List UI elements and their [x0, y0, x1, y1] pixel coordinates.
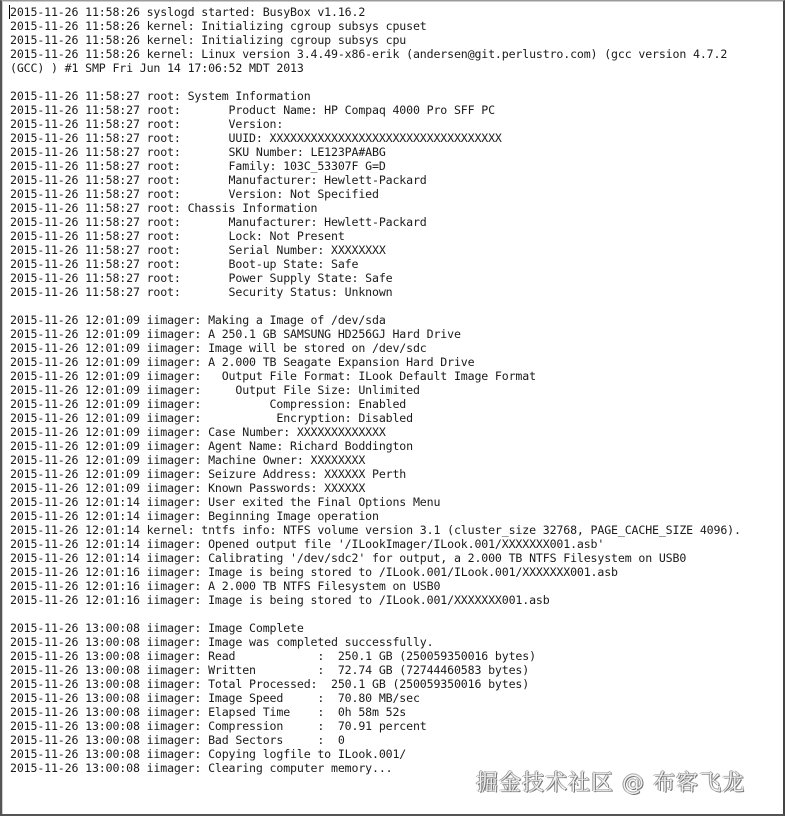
log-line: 2015-11-26 13:00:08 iimager: Compression : 70.91 percent: [10, 719, 427, 733]
log-line: 2015-11-26 12:01:14 iimager: User exited the Final Options Menu: [10, 495, 441, 509]
watermark: 掘金技术社区 @ 布客飞龙: [476, 771, 745, 796]
log-line: 2015-11-26 13:00:08 iimager: Clearing computer memory...: [10, 761, 393, 775]
log-line: 2015-11-26 11:58:27 root: Manufacturer: Hewlett-Packard: [10, 173, 427, 187]
log-line: 2015-11-26 12:01:09 iimager: Compression: Enabled: [10, 397, 407, 411]
log-line: 2015-11-26 11:58:26 syslogd started: BusyBox v1.16.2: [9, 5, 741, 19]
log-line: 2015-11-26 11:58:27 root: Version: Not Specified: [10, 187, 379, 201]
log-line: 2015-11-26 12:01:14 iimager: Calibrating '/dev/sdc2' for output, a 2.000 TB NTFS Filesystem on USB0: [10, 551, 687, 565]
log-line: 2015-11-26 11:58:26 kernel: Initializing cgroup subsys cpu: [10, 33, 407, 47]
log-line: 2015-11-26 13:00:08 iimager: Written : 72.74 GB (72744460583 bytes): [10, 663, 530, 677]
log-line: 2015-11-26 13:00:08 iimager: Read : 250.1 GB (250059350016 bytes): [10, 649, 536, 663]
log-line: 2015-11-26 12:01:16 iimager: Image is being stored to /ILook.001/XXXXXXX001.asb: [10, 593, 550, 607]
log-line: 2015-11-26 12:01:09 iimager: Image will be stored on /dev/sdc: [10, 341, 427, 355]
log-line: 2015-11-26 12:01:09 iimager: Encryption: Disabled: [10, 411, 413, 425]
log-line: 2015-11-26 13:00:08 iimager: Total Processed: 250.1 GB (250059350016 bytes): [10, 677, 530, 691]
log-line: 2015-11-26 11:58:27 root: Serial Number: XXXXXXXX: [10, 243, 386, 257]
log-line: 2015-11-26 12:01:16 iimager: Image is being stored to /ILook.001/ILook.001/XXXXXXX001.asb: [10, 565, 618, 579]
log-line: 2015-11-26 11:58:27 root: Boot-up State: Safe: [10, 257, 359, 271]
log-line: 2015-11-26 13:00:08 iimager: Image was completed successfully.: [10, 635, 434, 649]
log-line: 2015-11-26 11:58:27 root: Family: 103C_53307F G=D: [10, 159, 386, 173]
log-line: 2015-11-26 11:58:27 root: Power Supply State: Safe: [10, 271, 393, 285]
log-line: 2015-11-26 12:01:09 iimager: Machine Owner: XXXXXXXX: [10, 453, 366, 467]
log-line: [10, 299, 741, 313]
log-line: 2015-11-26 11:58:27 root: Security Status: Unknown: [10, 285, 393, 299]
log-line: 2015-11-26 11:58:27 root: UUID: XXXXXXXXXXXXXXXXXXXXXXXXXXXXXXXXXX: [10, 131, 502, 145]
log-line: 2015-11-26 11:58:26 kernel: Initializing cgroup subsys cpuset: [10, 19, 427, 33]
log-line: [10, 607, 741, 621]
log-line: 2015-11-26 11:58:27 root: Version:: [10, 117, 284, 131]
log-text-area[interactable]: [10, 5, 741, 775]
log-line: 2015-11-26 12:01:09 iimager: Known Passwords: XXXXXX: [10, 481, 366, 495]
log-line: 2015-11-26 11:58:27 root: Chassis Information: [10, 201, 318, 215]
log-line: 2015-11-26 12:01:09 iimager: A 250.1 GB SAMSUNG HD256GJ Hard Drive: [10, 327, 461, 341]
log-line: 2015-11-26 12:01:09 iimager: Seizure Address: XXXXXX Perth: [10, 467, 407, 481]
log-line: 2015-11-26 13:00:08 iimager: Bad Sectors : 0: [10, 733, 345, 747]
log-line: 2015-11-26 11:58:26 kernel: Linux version 3.4.49-x86-erik (andersen@git.perlustro.com) (gcc version 4.7.2: [10, 47, 728, 61]
log-line: 2015-11-26 13:00:08 iimager: Copying logfile to ILook.001/: [10, 747, 407, 761]
log-line: 2015-11-26 12:01:14 iimager: Beginning Image operation: [10, 509, 379, 523]
log-line: 2015-11-26 12:01:09 iimager: Case Number: XXXXXXXXXXXXX: [10, 425, 386, 439]
log-line: 2015-11-26 13:00:08 iimager: Image Speed : 70.80 MB/sec: [10, 691, 420, 705]
log-line: 2015-11-26 11:58:27 root: Manufacturer: Hewlett-Packard: [10, 215, 427, 229]
log-line: 2015-11-26 12:01:16 iimager: A 2.000 TB NTFS Filesystem on USB0: [10, 579, 441, 593]
log-line: 2015-11-26 11:58:27 root: SKU Number: LE123PA#ABG: [10, 145, 386, 159]
log-line: 2015-11-26 12:01:09 iimager: Making a Image of /dev/sda: [10, 313, 386, 327]
log-line: 2015-11-26 12:01:09 iimager: Output File Format: ILook Default Image Format: [10, 369, 536, 383]
log-line: 2015-11-26 11:58:27 root: Product Name: HP Compaq 4000 Pro SFF PC: [10, 103, 495, 117]
log-line: [10, 75, 741, 89]
log-line: 2015-11-26 11:58:27 root: Lock: Not Present: [10, 229, 345, 243]
log-line: 2015-11-26 12:01:09 iimager: Output File Size: Unlimited: [10, 383, 420, 397]
log-line: 2015-11-26 12:01:09 iimager: A 2.000 TB Seagate Expansion Hard Drive: [10, 355, 475, 369]
log-line: 2015-11-26 12:01:14 kernel: tntfs info: NTFS volume version 3.1 (cluster_size 32768, PAGE_CACHE_SIZE 4096).: [10, 523, 741, 537]
log-line: 2015-11-26 11:58:27 root: System Information: [10, 89, 311, 103]
log-line: (GCC) ) #1 SMP Fri Jun 14 17:06:52 MDT 2013: [10, 61, 304, 75]
log-line: 2015-11-26 13:00:08 iimager: Image Complete: [10, 621, 304, 635]
log-line: 2015-11-26 13:00:08 iimager: Elapsed Time : 0h 58m 52s: [10, 705, 407, 719]
log-line: 2015-11-26 12:01:14 iimager: Opened output file '/ILookImager/ILook.001/XXXXXXX001.asb': [10, 537, 605, 551]
log-line: 2015-11-26 12:01:09 iimager: Agent Name: Richard Boddington: [10, 439, 413, 453]
